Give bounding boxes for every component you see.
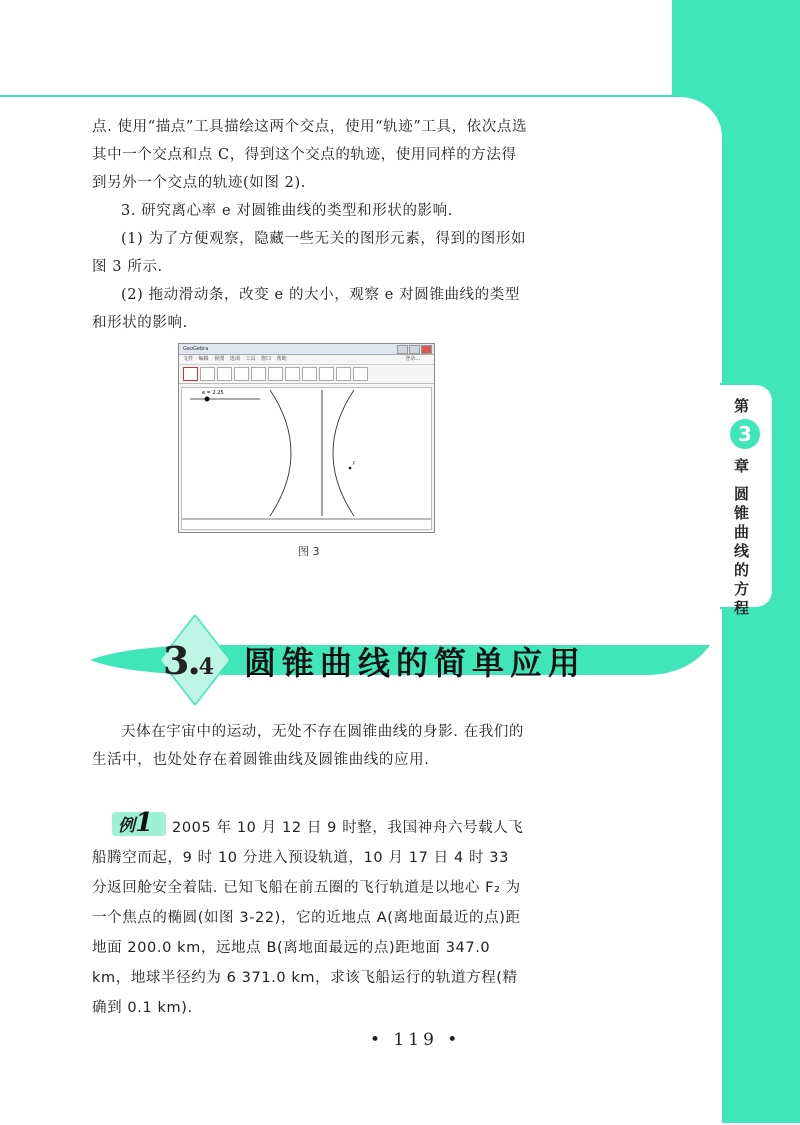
move-tool-icon	[183, 367, 198, 381]
menu-file: 文件	[183, 356, 194, 362]
chapter-tab	[720, 383, 774, 617]
tool-bar	[179, 365, 434, 384]
slider-label: e = 2.25	[202, 390, 224, 396]
paragraph-2: 3. 研究离心率 e 对圆锥曲线的类型和形状的影响.	[121, 203, 453, 219]
example-text: 2005 年 10 月 12 日 9 时整，我国神舟六号载人飞船腾空而起，9 时 10 分进入预设轨道，10 月 17 日 4 时 33 分返回舱安全着陆. 已知飞船在前五圈的飞行轨道是以地心 F₂ 为一个焦点的椭圆(如图 3-22)，它的近地点 A(离地面最近的点)距地面 200.0 km，远地点 B(离地面最远的点)距地面 347.0 km，地球半径约为 6 371.0 km，求该飞船运行的轨道方程(精确到 0.1 km).	[92, 820, 524, 1016]
ellipse-tool-icon	[285, 367, 300, 381]
page-number: • 119 •	[370, 1030, 462, 1050]
chapter-title: 圆锥曲线的方程	[734, 485, 750, 617]
circle-tool-icon	[268, 367, 283, 381]
window-title: GeoGebra	[183, 346, 209, 352]
perpendicular-tool-icon	[234, 367, 249, 381]
section-number-sub: 4	[198, 654, 212, 680]
section-title: 圆锥曲线的简单应用	[244, 644, 587, 682]
chapter-prefix: 第	[734, 397, 750, 415]
menu-help: 帮助	[276, 356, 287, 362]
hyperbola-right-branch	[333, 390, 354, 516]
input-bar	[181, 519, 432, 530]
menu-edit: 编辑	[198, 356, 209, 362]
geogebra-screenshot	[178, 343, 435, 533]
minimize-icon	[397, 345, 408, 354]
menu-login: 登录...	[405, 356, 420, 362]
paragraph-3: (1) 为了方便观察，隐藏一些无关的图形元素，得到的图形如图 3 所示.	[92, 231, 527, 275]
hyperbola-left-branch	[270, 390, 291, 516]
graphics-svg	[182, 388, 431, 518]
focus-label: F	[353, 461, 356, 466]
menu-options: 选项	[229, 356, 240, 362]
angle-tool-icon	[302, 367, 317, 381]
slider-knob	[205, 397, 210, 402]
paragraph-4: (2) 拖动滑动条，改变 e 的大小，观察 e 对圆锥曲线的类型和形状的影响.	[92, 287, 520, 331]
chapter-suffix: 章	[734, 457, 750, 475]
point-tool-icon	[200, 367, 215, 381]
polygon-tool-icon	[251, 367, 266, 381]
section-intro: 天体在宇宙中的运动，无处不存在圆锥曲线的身影. 在我们的生活中，也处处存在着圆锥曲线及圆锥曲线的应用.	[92, 724, 525, 768]
maximize-icon	[409, 345, 420, 354]
example-label-num: 1	[135, 808, 154, 838]
section-number-main: 3.	[163, 638, 199, 683]
line-tool-icon	[217, 367, 232, 381]
menu-tools: 工具	[245, 356, 256, 362]
window-titlebar	[179, 344, 434, 355]
example-label-char: 例	[118, 816, 135, 836]
move-view-tool-icon	[353, 367, 368, 381]
focus-point	[349, 467, 352, 470]
close-icon	[421, 345, 432, 354]
top-text-block	[92, 113, 528, 337]
figure-caption: 图 3	[298, 545, 320, 558]
reflect-tool-icon	[319, 367, 334, 381]
menu-window: 窗口	[261, 356, 272, 362]
paragraph-1: 点. 使用“描点”工具描绘这两个交点，使用“轨迹”工具，依次点选其中一个交点和点 C，得到这个交点的轨迹，使用同样的方法得到另外一个交点的轨迹(如图 2).	[92, 119, 528, 191]
graphics-view	[181, 387, 432, 519]
section-number	[163, 638, 212, 683]
menu-view: 视图	[214, 356, 225, 362]
chapter-number: 3	[730, 419, 760, 449]
slider-tool-icon	[336, 367, 351, 381]
